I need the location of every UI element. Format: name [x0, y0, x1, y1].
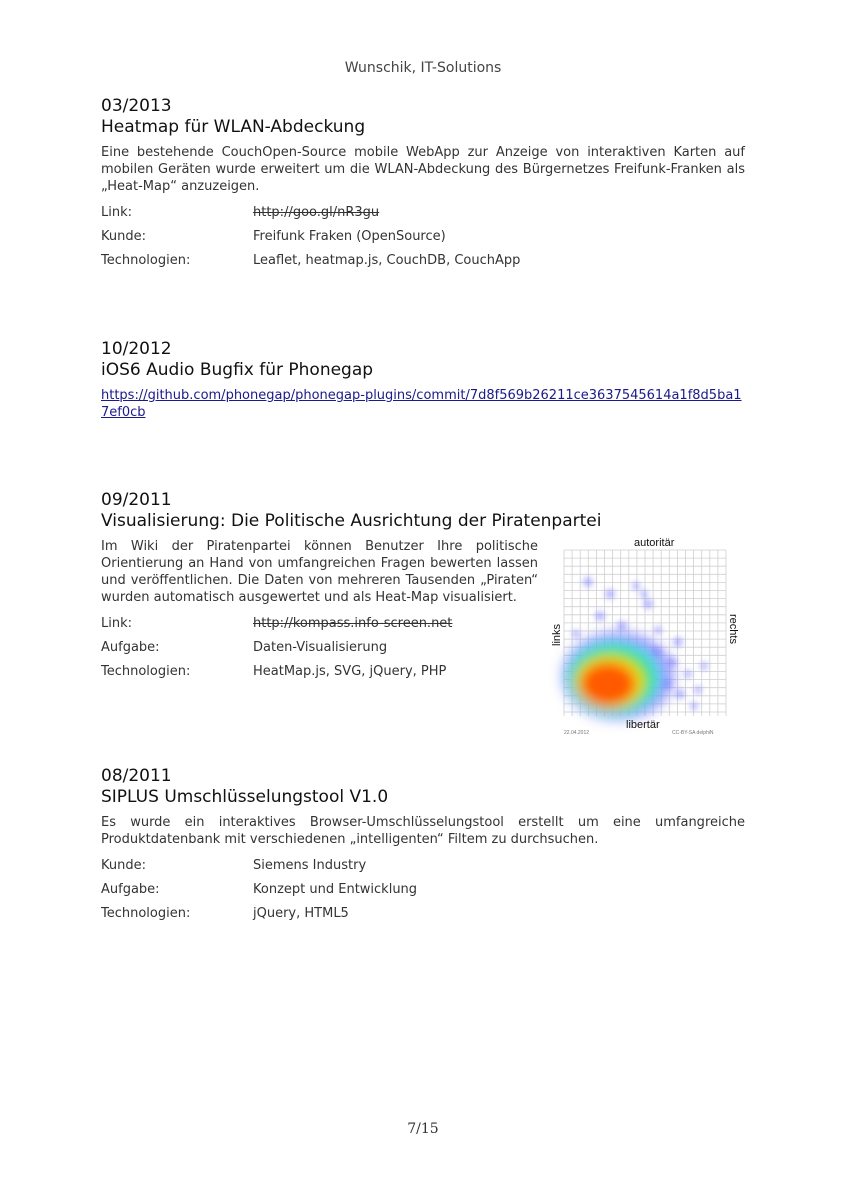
info-row-technologien	[101, 902, 745, 926]
page-number: 7/15	[407, 1121, 439, 1137]
row-label: Kunde:	[101, 229, 146, 244]
row-value: Leaflet, heatmap.js, CouchDB, CouchApp	[253, 253, 521, 268]
project-date: 09/2011	[101, 490, 172, 510]
row-value: Daten-Visualisierung	[253, 640, 388, 655]
heatmap-blob	[562, 632, 674, 720]
axis-label-right: rechts	[727, 614, 739, 644]
project-title: Visualisierung: Die Politische Ausrichtung der Piratenpartei	[101, 511, 602, 531]
row-label: Technologien:	[101, 906, 191, 921]
row-label: Technologien:	[101, 664, 191, 679]
project-ios6-bugfix	[101, 339, 745, 421]
project-heatmap-wlan	[101, 96, 745, 273]
political-heatmap-image	[548, 534, 744, 738]
project-date: 03/2013	[101, 96, 172, 116]
info-row-kunde	[101, 854, 745, 878]
axis-label-bottom: libertär	[626, 719, 660, 731]
row-value: jQuery, HTML5	[253, 906, 349, 921]
row-label: Kunde:	[101, 858, 146, 873]
heatmap-svg	[548, 534, 744, 738]
row-label: Aufgabe:	[101, 640, 160, 655]
row-label: Technologien:	[101, 253, 191, 268]
row-label: Aufgabe:	[101, 882, 160, 897]
project-siplus	[101, 766, 745, 926]
row-value: Siemens Industry	[253, 858, 367, 873]
project-link[interactable]: http://kompass.info-screen.net	[253, 616, 453, 631]
project-title: iOS6 Audio Bugfix für Phonegap	[101, 360, 374, 380]
row-value: Konzept und Entwicklung	[253, 882, 418, 897]
row-label: Link:	[101, 616, 133, 631]
project-description: Im Wiki der Piratenpartei können Benutzer Ihre politische Orientierung an Hand von umfangreichen Fragen bewerten lassen und veröffentlichen. Die Daten von mehreren Tausenden „Piraten“ wurden automatisch ausgewertet und als Heat-Map visualisiert.	[101, 539, 538, 605]
project-title: SIPLUS Umschlüsselungstool V1.0	[101, 787, 389, 807]
axis-label-left: links	[551, 623, 563, 646]
project-link[interactable]: http://goo.gl/nR3gu	[253, 205, 380, 220]
project-date: 08/2011	[101, 766, 172, 786]
info-row-kunde	[101, 225, 745, 249]
image-credit: CC-BY-SA delphiN	[672, 730, 714, 736]
page-header: Wunschik, IT-Solutions	[344, 60, 502, 76]
project-title: Heatmap für WLAN-Abdeckung	[101, 117, 366, 137]
project-description: Eine bestehende CouchOpen-Source mobile WebApp zur Anzeige von interaktiven Karten auf mobilen Geräten wurde erweitert um die WLAN-Abdeckung des Bürgernetzes Freifunk-Franken als „Heat-Map“ anzuzeigen.	[101, 145, 745, 194]
info-row-aufgabe	[101, 878, 745, 902]
row-value: HeatMap.js, SVG, jQuery, PHP	[253, 664, 447, 679]
info-row-technologien	[101, 249, 745, 273]
project-date: 10/2012	[101, 339, 172, 359]
project-description: Es wurde ein interaktives Browser-Umschlüsselungstool erstellt um eine umfangreiche Produktdatenbank mit verschiedenen „intelligenten“ Filtem zu durchsuchen.	[101, 815, 745, 847]
info-row-link	[101, 201, 745, 225]
axis-label-top: autoritär	[634, 537, 675, 549]
row-label: Link:	[101, 205, 133, 220]
image-date-note: 22.04.2012	[564, 730, 590, 736]
github-commit-link[interactable]: https://github.com/phonegap/phonegap-plugins/commit/7d8f569b26211ce3637545614a1f8d5ba17ef0cb	[101, 388, 742, 420]
row-value: Freifunk Fraken (OpenSource)	[253, 229, 446, 244]
